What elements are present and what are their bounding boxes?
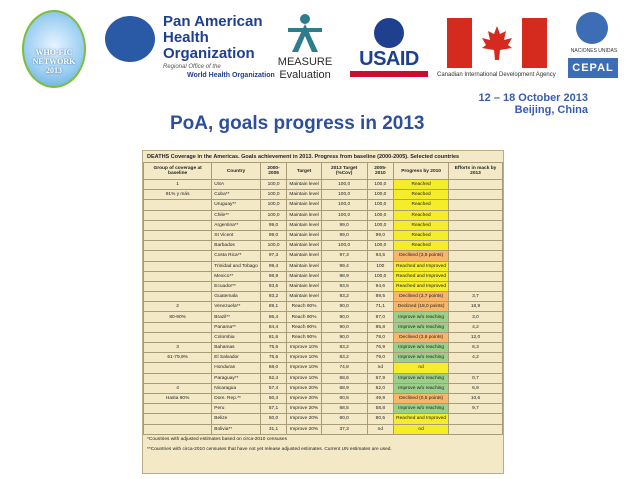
cell-group: 61-79,9% [144, 353, 212, 363]
cell-t2013: 99,0 [321, 220, 367, 230]
cell-group [144, 281, 212, 291]
table-footnotes [143, 435, 503, 455]
cell-base: 68,0 [260, 363, 287, 373]
cell-progress: Reached [394, 210, 449, 220]
cell-progress: Reached [394, 220, 449, 230]
cell-base: 100,0 [260, 200, 287, 210]
cell-progress: Reached and Improved [394, 261, 449, 271]
cell-target: Maintain level [287, 210, 321, 220]
cell-group: Hasta 60% [144, 393, 212, 403]
cell-base: 50,4 [260, 393, 287, 403]
cell-progress: Improve w/o reaching [394, 353, 449, 363]
cell-group [144, 261, 212, 271]
cell-efforts [449, 200, 503, 210]
cell-v2010: 58,8 [367, 404, 394, 414]
logo-bar [0, 0, 638, 95]
cell-v2010: 100,0 [367, 241, 394, 251]
cell-base: 100,0 [260, 210, 287, 220]
cell-progress: Declined (3,8 points) [394, 251, 449, 261]
cell-target: Maintain level [287, 251, 321, 261]
cell-group [144, 241, 212, 251]
cell-efforts [449, 363, 503, 373]
cell-target: Maintain level [287, 190, 321, 200]
cell-v2010: 67,9 [367, 373, 394, 383]
usaid-red-band [350, 71, 428, 77]
table-row [144, 312, 503, 322]
table-body [144, 180, 503, 435]
naciones-unidas-text: NACIONES UNIDAS [570, 48, 618, 54]
cell-target: Reach 90% [287, 302, 321, 312]
cell-country: Bolivia** [212, 424, 260, 434]
cell-t2013: 90,0 [321, 302, 367, 312]
cida-logo [437, 18, 555, 80]
cell-efforts [449, 180, 503, 190]
cell-efforts [449, 230, 503, 240]
cell-t2013: 97,3 [321, 251, 367, 261]
cell-target: Improve 20% [287, 414, 321, 424]
table-row [144, 343, 503, 353]
cell-group: 4 [144, 383, 212, 393]
cell-base: 89,1 [260, 302, 287, 312]
cell-efforts: 9,7 [449, 404, 503, 414]
table-row [144, 190, 503, 200]
cell-group [144, 414, 212, 424]
cell-t2013: 99,0 [321, 230, 367, 240]
cell-country: St Vicent [212, 230, 260, 240]
cell-v2010: 71,1 [367, 302, 394, 312]
column-header: 2005-2010 [367, 163, 394, 180]
cell-efforts: 6,9 [449, 383, 503, 393]
cell-group [144, 210, 212, 220]
cell-base: 81,6 [260, 332, 287, 342]
cell-base: 84,4 [260, 322, 287, 332]
cell-group [144, 230, 212, 240]
cell-efforts: 4,2 [449, 353, 503, 363]
cell-target: Maintain level [287, 281, 321, 291]
cell-base: 97,3 [260, 251, 287, 261]
cell-progress: nd [394, 363, 449, 373]
cell-t2013: 98,9 [321, 271, 367, 281]
cell-progress: Declined (3,7 points) [394, 292, 449, 302]
cell-country: Brazil** [212, 312, 260, 322]
cell-efforts [449, 261, 503, 271]
cell-t2013: 93,2 [321, 292, 367, 302]
date-line: 12 – 18 October 2013 [478, 92, 588, 104]
cell-efforts [449, 190, 503, 200]
flag-right-bar [522, 18, 547, 68]
cell-efforts [449, 251, 503, 261]
cell-t2013: 99,4 [321, 261, 367, 271]
measure-evaluation-logo [272, 12, 338, 82]
table-row [144, 373, 503, 383]
cell-target: Reach 90% [287, 332, 321, 342]
slide-title: PoA, goals progress in 2013 [170, 113, 425, 134]
cell-base: 100,0 [260, 190, 287, 200]
cell-target: Reach 90% [287, 322, 321, 332]
cell-group [144, 404, 212, 414]
cell-progress: Improve w/o reaching [394, 312, 449, 322]
cell-progress: Improve w/o reaching [394, 322, 449, 332]
cell-v2010: 100,0 [367, 180, 394, 190]
cell-t2013: 60,5 [321, 393, 367, 403]
table-header-row [144, 163, 503, 180]
cell-target: Improve 20% [287, 383, 321, 393]
table-row [144, 210, 503, 220]
cell-country: Chile** [212, 210, 260, 220]
cell-t2013: 83,2 [321, 343, 367, 353]
cell-v2010: 76,9 [367, 343, 394, 353]
cell-efforts: 3,0 [449, 312, 503, 322]
cell-t2013: 100,0 [321, 180, 367, 190]
cell-efforts [449, 414, 503, 424]
cell-progress: Reached [394, 230, 449, 240]
cell-country: Belize [212, 414, 260, 424]
cell-t2013: 68,5 [321, 404, 367, 414]
cell-t2013: 90,0 [321, 312, 367, 322]
cell-progress: Improve w/o reaching [394, 373, 449, 383]
cell-efforts [449, 424, 503, 434]
cell-target: Maintain level [287, 200, 321, 210]
cell-efforts [449, 271, 503, 281]
cell-group [144, 200, 212, 210]
cell-efforts: 6,3 [449, 343, 503, 353]
column-header: Country [212, 163, 260, 180]
table-row [144, 332, 503, 342]
column-header: Progress by 2010 [394, 163, 449, 180]
cell-progress: Improve w/o reaching [394, 404, 449, 414]
cell-v2010: 100,0 [367, 271, 394, 281]
cell-country: Guatemala [212, 292, 260, 302]
column-header: Group of coverage at baseline [144, 163, 212, 180]
cell-efforts [449, 220, 503, 230]
cell-group [144, 363, 212, 373]
cell-efforts: 12,0 [449, 332, 503, 342]
cell-base: 99,0 [260, 220, 287, 230]
table-row [144, 220, 503, 230]
cell-t2013: 90,0 [321, 332, 367, 342]
flag-left-bar [447, 18, 472, 68]
cell-target: Improve 20% [287, 424, 321, 434]
cell-target: Improve 10% [287, 343, 321, 353]
table-heading: DEATHS Coverage in the Americas. Goals achievement in 2013. Progress from baseline (2000-2005). Selected countries [147, 154, 460, 160]
column-header: Efforts in mack by 2013 [449, 163, 503, 180]
cell-progress: Declined (3,6 points) [394, 332, 449, 342]
cell-country: Venezuela** [212, 302, 260, 312]
cell-country: Paraguay** [212, 373, 260, 383]
cell-v2010: 85,8 [367, 322, 394, 332]
cell-v2010: 62,0 [367, 383, 394, 393]
cell-progress: Improve w/o reaching [394, 343, 449, 353]
cell-group: 2 [144, 302, 212, 312]
cell-base: 57,4 [260, 383, 287, 393]
usaid-logo [350, 18, 428, 78]
cell-country: Mexico** [212, 271, 260, 281]
cell-efforts: 4,2 [449, 322, 503, 332]
table-row [144, 363, 503, 373]
table-row [144, 281, 503, 291]
date-location [479, 92, 588, 116]
cell-target: Maintain level [287, 230, 321, 240]
cell-country: Ecuador** [212, 281, 260, 291]
cell-progress: nd [394, 424, 449, 434]
cell-efforts: 10,6 [449, 393, 503, 403]
cell-v2010: 99,0 [367, 230, 394, 240]
cell-base: 100,0 [260, 180, 287, 190]
measure-line1: MEASURE [277, 56, 333, 68]
cell-v2010: nd [367, 424, 394, 434]
cell-v2010: 100,0 [367, 200, 394, 210]
cell-progress: Declined (0,5 points) [394, 393, 449, 403]
cell-t2013: 68,9 [321, 383, 367, 393]
maple-leaf-icon [482, 26, 512, 60]
table-row [144, 241, 503, 251]
cell-target: Improve 10% [287, 373, 321, 383]
cell-group: 91% y más [144, 190, 212, 200]
cell-v2010: 100 [367, 261, 394, 271]
table-row [144, 404, 503, 414]
cell-target: Maintain level [287, 220, 321, 230]
footnote: **Countries with circa-2010 censuses that have not yet release adjusted estimates. Current UN estimates are used. [147, 446, 392, 452]
cell-v2010: 100,0 [367, 210, 394, 220]
cell-group [144, 292, 212, 302]
cell-t2013: 100,0 [321, 210, 367, 220]
cell-t2013: 100,0 [321, 200, 367, 210]
cell-country: Colombia [212, 332, 260, 342]
cell-progress: Declined (18,0 points) [394, 302, 449, 312]
cell-t2013: 68,6 [321, 373, 367, 383]
cell-base: 93,5 [260, 281, 287, 291]
cell-country: Panama** [212, 322, 260, 332]
cell-v2010: 49,9 [367, 393, 394, 403]
cell-efforts [449, 281, 503, 291]
cell-country: Costa Rica** [212, 251, 260, 261]
cell-progress: Reached [394, 241, 449, 251]
cell-base: 62,4 [260, 373, 287, 383]
cell-target: Maintain level [287, 241, 321, 251]
cell-v2010: 100,0 [367, 220, 394, 230]
cell-progress: Reached and Improved [394, 281, 449, 291]
table-row [144, 414, 503, 424]
cell-t2013: 93,5 [321, 281, 367, 291]
cell-country: Barbados [212, 241, 260, 251]
cell-v2010: 80,5 [367, 414, 394, 424]
cell-base: 75,6 [260, 343, 287, 353]
cell-group [144, 220, 212, 230]
cell-t2013: 100,0 [321, 241, 367, 251]
table-row [144, 292, 503, 302]
cell-target: Improve 10% [287, 363, 321, 373]
cell-v2010: 94,6 [367, 281, 394, 291]
paho-globe-icon [105, 16, 155, 62]
who-fic-logo-text: WHO-FIC NETWORK 2013 [32, 48, 76, 75]
cepal-word: CEPAL [568, 58, 618, 78]
cell-base: 31,1 [260, 424, 287, 434]
cell-efforts: 18,9 [449, 302, 503, 312]
cell-group [144, 424, 212, 434]
cell-country: Dom. Rep.** [212, 393, 260, 403]
usaid-seal-icon [374, 18, 404, 48]
cell-country: Nicaragua [212, 383, 260, 393]
cell-target: Reach 90% [287, 312, 321, 322]
table-row [144, 180, 503, 190]
table-row [144, 393, 503, 403]
cell-t2013: 60,0 [321, 414, 367, 424]
who-fic-network-logo [22, 10, 86, 88]
cell-group: 1 [144, 180, 212, 190]
coverage-table [143, 162, 503, 435]
cell-efforts [449, 241, 503, 251]
cell-base: 99,0 [260, 230, 287, 240]
cell-group [144, 251, 212, 261]
table-row [144, 271, 503, 281]
cell-country: Honduras [212, 363, 260, 373]
table-row [144, 230, 503, 240]
cell-v2010: 87,0 [367, 312, 394, 322]
cell-country: Cuba** [212, 190, 260, 200]
cell-v2010: nd [367, 363, 394, 373]
cell-efforts [449, 210, 503, 220]
table-row [144, 353, 503, 363]
table-row [144, 383, 503, 393]
cell-progress: Reached and Improved [394, 414, 449, 424]
cell-t2013: 100,0 [321, 190, 367, 200]
cell-v2010: 89,5 [367, 292, 394, 302]
table-row [144, 200, 503, 210]
cell-country: El Salvador [212, 353, 260, 363]
cell-progress: Reached [394, 200, 449, 210]
table-row [144, 302, 503, 312]
cell-progress: Reached [394, 180, 449, 190]
cell-group: 3 [144, 343, 212, 353]
deaths-coverage-table [142, 150, 504, 474]
cell-progress: Reached [394, 190, 449, 200]
cell-v2010: 93,5 [367, 251, 394, 261]
cell-base: 99,4 [260, 261, 287, 271]
paho-logo [105, 12, 275, 82]
cell-target: Improve 10% [287, 353, 321, 363]
cell-t2013: 83,2 [321, 353, 367, 363]
cell-base: 98,9 [260, 271, 287, 281]
cell-group [144, 373, 212, 383]
cell-t2013: 37,3 [321, 424, 367, 434]
cell-target: Maintain level [287, 261, 321, 271]
measure-line2: Evaluation [279, 69, 331, 81]
cell-v2010: 78,0 [367, 332, 394, 342]
cell-base: 57,1 [260, 404, 287, 414]
paho-subtitle2: World Health Organization [187, 72, 275, 79]
cell-target: Improve 20% [287, 404, 321, 414]
canada-flag-icon [447, 18, 547, 68]
paho-name: Pan American Health Organization [163, 13, 263, 62]
cell-group: 80-90% [144, 312, 212, 322]
cida-caption: Canadian International Development Agency [437, 72, 556, 78]
cell-target: Maintain level [287, 180, 321, 190]
cell-base: 75,6 [260, 353, 287, 363]
cell-base: 100,0 [260, 241, 287, 251]
cell-country: USA [212, 180, 260, 190]
cell-progress: Reached and Improved [394, 271, 449, 281]
cell-target: Improve 20% [287, 393, 321, 403]
column-header: 2013 Target (%Cov) [321, 163, 367, 180]
cell-group [144, 271, 212, 281]
measure-figure-icon [284, 12, 326, 56]
table-row [144, 322, 503, 332]
cell-base: 86,4 [260, 312, 287, 322]
table-row [144, 251, 503, 261]
cell-group [144, 332, 212, 342]
cell-group [144, 322, 212, 332]
column-header: Target [287, 163, 321, 180]
cell-t2013: 74,8 [321, 363, 367, 373]
location-line: Beijing, China [514, 104, 588, 116]
cell-t2013: 90,0 [321, 322, 367, 332]
cell-country: Peru [212, 404, 260, 414]
un-emblem-icon [576, 12, 608, 44]
cell-v2010: 79,0 [367, 353, 394, 363]
cell-efforts: 0,7 [449, 373, 503, 383]
footnote: *Countries with adjusted estimates based on circa-2010 censuses [147, 436, 287, 442]
cell-efforts: 3,7 [449, 292, 503, 302]
cell-progress: Improve w/o reaching [394, 383, 449, 393]
cell-base: 50,0 [260, 414, 287, 424]
cell-base: 93,2 [260, 292, 287, 302]
usaid-word: USAID [359, 48, 419, 70]
cell-v2010: 100,0 [367, 190, 394, 200]
table-row [144, 424, 503, 434]
cell-target: Maintain level [287, 271, 321, 281]
paho-subtitle: Regional Office of the [163, 64, 221, 70]
cepal-logo [566, 12, 622, 82]
cell-country: Argentina** [212, 220, 260, 230]
cell-target: Maintain level [287, 292, 321, 302]
column-header: 2000-2005 [260, 163, 287, 180]
cell-country: Bahamas [212, 343, 260, 353]
cell-country: Uruguay** [212, 200, 260, 210]
cell-country: Trinidad and Tobago [212, 261, 260, 271]
table-row [144, 261, 503, 271]
